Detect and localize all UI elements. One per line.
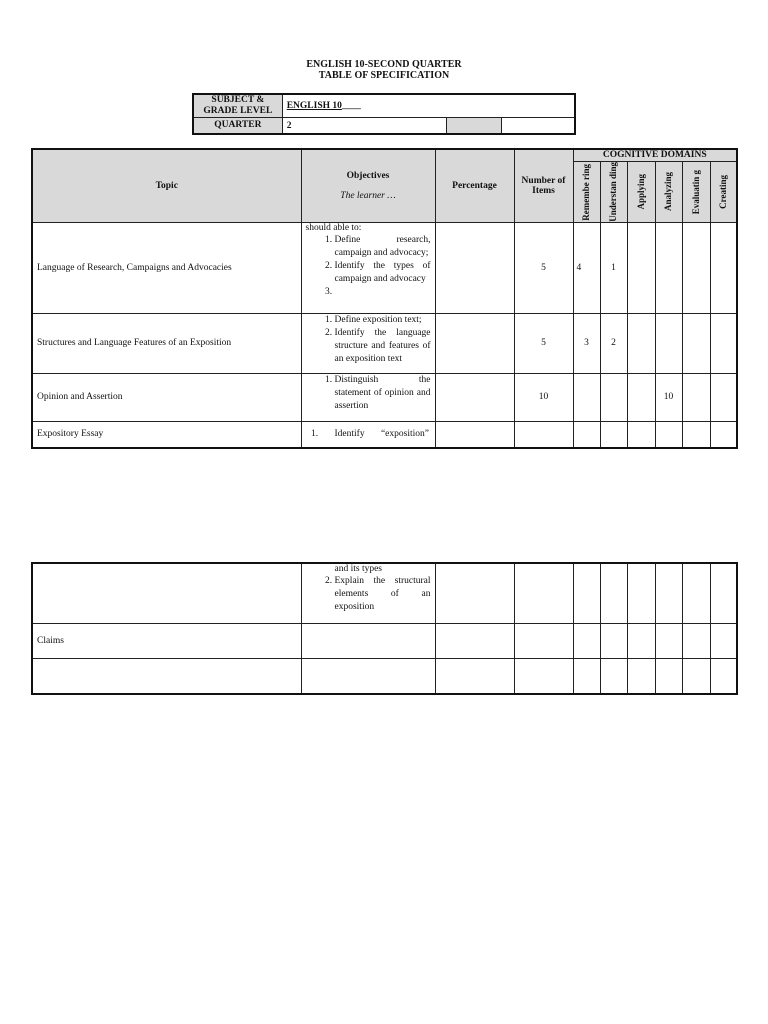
row-percentage [435, 373, 514, 421]
row-objectives: and its types 2. Explain the structural elements of an exposition [301, 563, 435, 624]
table-row [32, 563, 737, 624]
row-understanding: 2 [600, 313, 627, 373]
row-items: 5 [514, 313, 573, 373]
domain-evaluating: Evaluatin g [682, 162, 710, 223]
empty-cell [502, 118, 575, 135]
quarter-label: QUARTER [193, 118, 282, 135]
table-row [32, 222, 737, 313]
header-learner: The learner … [340, 190, 396, 201]
row-understanding: 1 [600, 222, 627, 313]
row-objectives: 1. Define exposition text; 2. Identify the language structure and features of an exposition text [301, 313, 435, 373]
subject-grade-label: SUBJECT & GRADE LEVEL [193, 94, 282, 118]
row-topic: Structures and Language Features of an Exposition [32, 313, 301, 373]
row-remembering: 3 [573, 313, 600, 373]
row-items: 5 [514, 222, 573, 313]
row-objectives: 1. Identify “exposition” [301, 421, 435, 448]
row-objectives: should able to: 1. Define research, campaign and advocacy; 2. Identify the types of campaign and advocacy 3. [301, 222, 435, 313]
specification-table-continued [31, 562, 738, 695]
row-analyzing: 10 [655, 373, 682, 421]
row-topic: Opinion and Assertion [32, 373, 301, 421]
table-row [32, 313, 737, 373]
domain-applying: Applying [627, 162, 655, 223]
subject-info-table [192, 93, 576, 135]
table-row [32, 373, 737, 421]
row-objectives: 1. Distinguish the statement of opinion and assertion [301, 373, 435, 421]
header-percentage: Percentage [435, 149, 514, 222]
specification-table [31, 148, 738, 449]
domain-creating: Creating [710, 162, 737, 223]
header-cognitive-domains: COGNITIVE DOMAINS [573, 149, 737, 162]
row-topic: Expository Essay [32, 421, 301, 448]
table-row [32, 659, 737, 695]
subject-grade-value: ENGLISH 10____ [282, 94, 575, 118]
header-objectives: Objectives The learner … [301, 149, 435, 222]
table-row [32, 421, 737, 448]
shaded-cell [446, 118, 502, 135]
row-topic: Claims [32, 624, 301, 659]
row-remembering: 4 [573, 222, 600, 313]
table-row [32, 624, 737, 659]
document-title [0, 59, 768, 81]
header-number-of-items: Number of Items [514, 149, 573, 222]
domain-understanding: Understan ding [600, 162, 627, 223]
domain-analyzing: Analyzing [655, 162, 682, 223]
domain-remembering: Remembe ring [573, 162, 600, 223]
quarter-value: 2 [282, 118, 446, 135]
row-items: 10 [514, 373, 573, 421]
row-percentage [435, 222, 514, 313]
header-topic: Topic [32, 149, 301, 222]
row-topic: Language of Research, Campaigns and Advocacies [32, 222, 301, 313]
title-line-1: ENGLISH 10-SECOND QUARTER [306, 59, 462, 70]
title-line-2: TABLE OF SPECIFICATION [318, 70, 450, 81]
row-percentage [435, 313, 514, 373]
